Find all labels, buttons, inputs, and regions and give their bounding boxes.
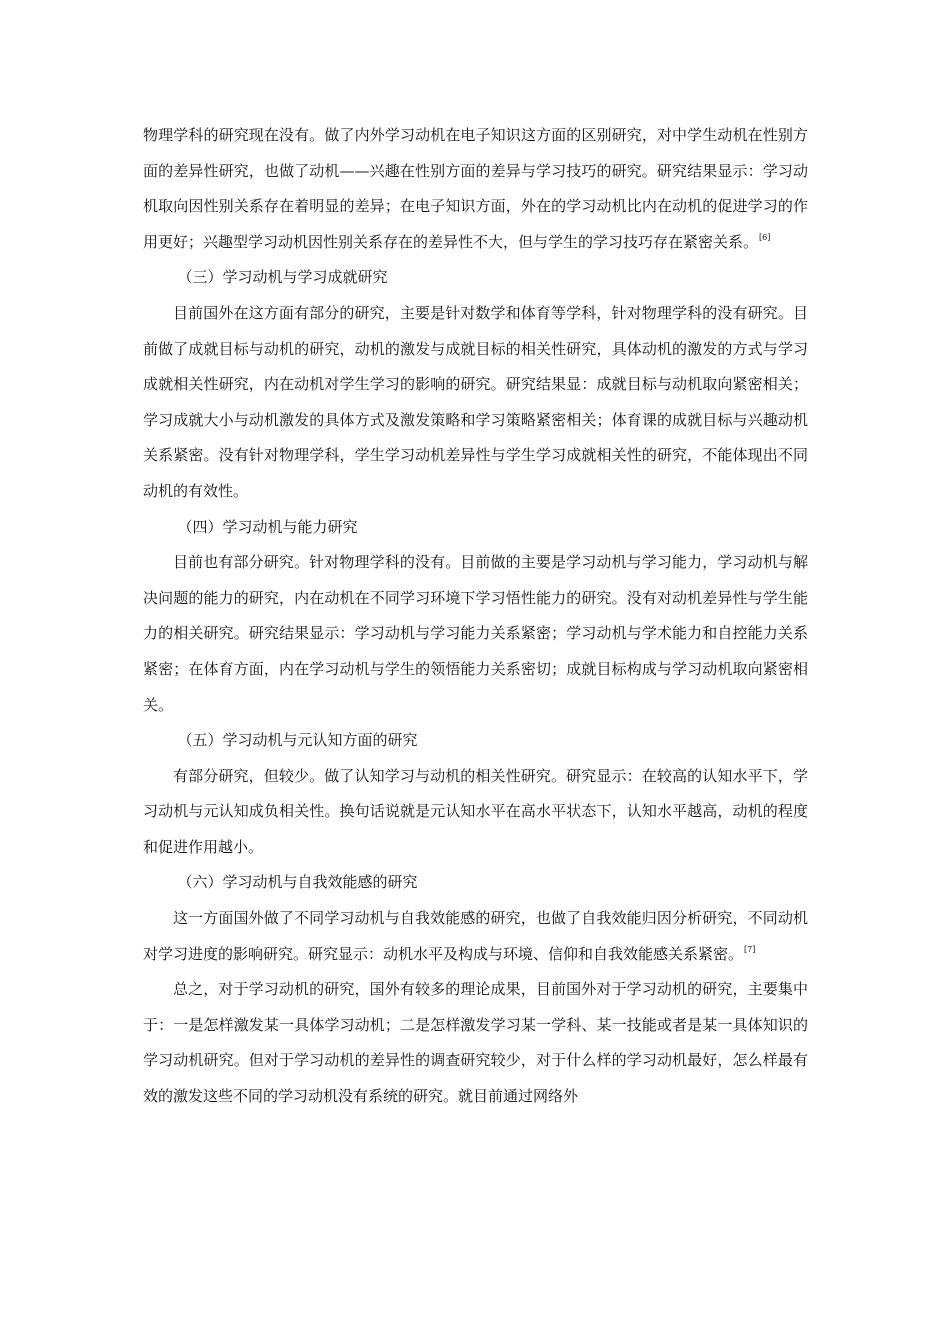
paragraph-text: 物理学科的研究现在没有。做了内外学习动机在电子知识这方面的区别研究，对中学生动机在性别方面的差异性研究，也做了动机——兴趣在性别方面的差异与学习技巧的研究。研究结果显示：学习动机取向因性别关系存在着明显的差异；在电子知识方面，外在的学习动机比内在动机的促进学习的作用更好；兴趣型学习动机因性别关系存在的差异性不大，但与学生的学习技巧存在紧密关系。 (143, 126, 808, 251)
paragraph-achievement: 目前国外在这方面有部分的研究，主要是针对数学和体育等学科，针对物理学科的没有研究。目前做了成就目标与动机的研究，动机的激发与成就目标的相关性研究，具体动机的激发的方式与学习成就相关性研究，内在动机对学生学习的影响的研究。研究结果显：成就目标与动机取向紧密相关；学习成就大小与动机激发的具体方式及激发策略和学习策略紧密相关；体育课的成就目标与兴趣动机关系紧密。没有针对物理学科，学生学习动机差异性与学生学习成就相关性的研究，不能体现出不同动机的有效性。 (143, 303, 808, 500)
paragraph-self-efficacy (143, 901, 808, 972)
paragraph-summary: 总之，对于学习动机的研究，国外有较多的理论成果，目前国外对于学习动机的研究，主要集中于：一是怎样激发某一具体学习动机；二是怎样激发学习某一学科、某一技能或者是某一具体知识的学习动机研究。但对于学习动机的差异性的调查研究较少，对于什么样的学习动机最好，怎么样最有效的激发这些不同的学习动机没有系统的研究。就目前通过网络外 (143, 980, 808, 1106)
paragraph-gender-differences (143, 118, 808, 260)
document-page (143, 118, 808, 1115)
paragraph-ability: 目前也有部分研究。针对物理学科的没有。目前做的主要是学习动机与学习能力，学习动机与解决问题的能力的研究，内在动机在不同学习环境下学习悟性能力的研究。没有对动机差异性与学生能力的相关研究。研究结果显示：学习动机与学习能力关系紧密；学习动机与学术能力和自控能力关系紧密；在体育方面，内在学习动机与学生的领悟能力关系密切；成就目标构成与学习动机取向紧密相关。 (143, 553, 808, 714)
section-heading-ability: （四）学习动机与能力研究 (177, 517, 358, 536)
paragraph-text: 这一方面国外做了不同学习动机与自我效能感的研究，也做了自我效能归因分析研究，不同动机对学习进度的影响研究。研究显示：动机水平及构成与环境、信仰和自我效能感关系紧密。 (143, 909, 808, 963)
section-heading-metacognition: （五）学习动机与元认知方面的研究 (177, 731, 418, 750)
section-heading-achievement: （三）学习动机与学习成就研究 (177, 268, 388, 287)
paragraph-metacognition: 有部分研究，但较少。做了认知学习与动机的相关性研究。研究显示：在较高的认知水平下，学习动机与元认知成负相关性。换句话说就是元认知水平在高水平状态下，认知水平越高，动机的程度和促进作用越小。 (143, 766, 808, 856)
citation-ref: [6] (759, 232, 771, 242)
section-heading-self-efficacy: （六）学习动机与自我效能感的研究 (177, 873, 418, 892)
citation-ref: [7] (744, 944, 756, 954)
